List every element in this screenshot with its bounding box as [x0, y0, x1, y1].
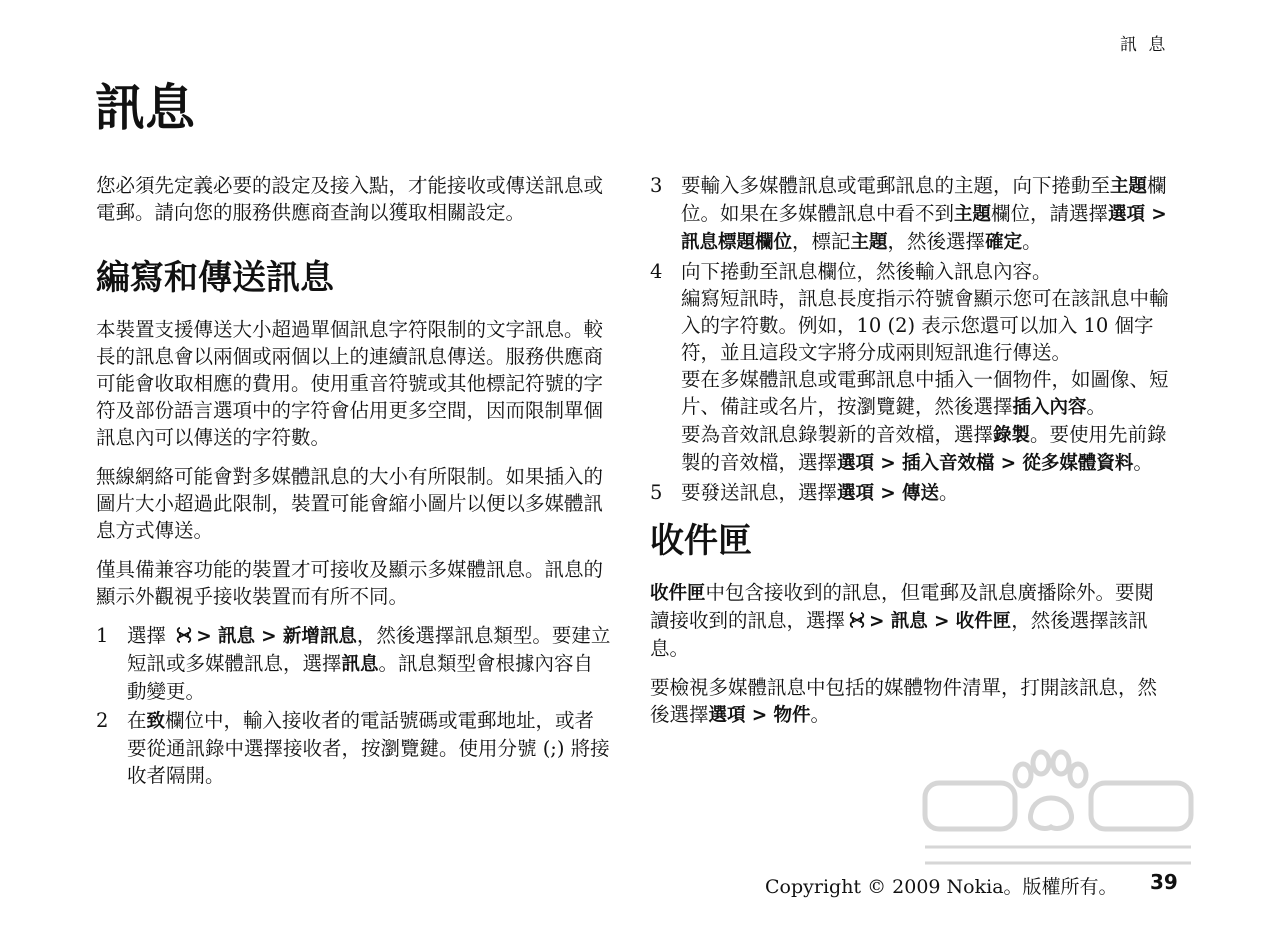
- list-item: [96, 622, 611, 705]
- step-number: 4: [650, 260, 663, 283]
- step-text: [127, 707, 611, 789]
- menu-separator: >: [933, 611, 950, 632]
- menu-separator: >: [880, 483, 896, 504]
- inbox-section: [650, 519, 1170, 729]
- page-number: 39: [1150, 870, 1178, 894]
- text: 要在多媒體訊息或電郵訊息中插入一個物件，如圖像、短片、備註或名片，按瀏覽鍵，然後選擇: [681, 368, 1169, 418]
- paragraph-media-objects: [650, 674, 1170, 729]
- paragraph-mms-size: 無線網絡可能會對多媒體訊息的大小有所限制。如果插入的圖片大小超過此限制，裝置可能會縮小圖片以便以多媒體訊息方式傳送。: [96, 465, 604, 542]
- menu-option-record: 錄製: [993, 425, 1031, 446]
- list-item: [650, 172, 1170, 256]
- list-item: [650, 479, 1170, 507]
- paragraph-compatible-devices: 僅具備兼容功能的裝置才可接收及顯示多媒體訊息。訊息的顯示外觀視乎接收裝置而有所不同。: [96, 558, 604, 608]
- menu-separator: >: [261, 626, 277, 647]
- text: 要發送訊息，選擇: [681, 481, 838, 504]
- left-column: [96, 172, 611, 791]
- menu-path-messaging: 訊息: [890, 611, 928, 632]
- section-heading-compose: 編寫和傳送訊息: [96, 258, 334, 298]
- step-number: 3: [650, 174, 663, 197]
- menu-path-messaging: 訊息: [217, 626, 255, 647]
- page-title: 訊息: [95, 78, 195, 137]
- field-subject: 主題: [954, 204, 992, 225]
- text: 。: [1022, 230, 1042, 253]
- field-subject: 主題: [1110, 176, 1148, 197]
- step-text: [681, 258, 1170, 477]
- text: 選擇: [127, 624, 167, 647]
- paragraph-inbox: [650, 579, 1170, 662]
- menu-option-insert-sound: 插入音效檔: [901, 453, 995, 474]
- step-text: [127, 622, 611, 705]
- step-line: 向下捲動至訊息欄位，然後輸入訊息內容。: [681, 260, 1052, 283]
- menu-option-from-gallery: 從多媒體資料: [1022, 453, 1134, 474]
- text: 要為音效訊息錄製新的音效檔，選擇: [681, 423, 994, 446]
- text: ，然後選擇訊息類型。要建立短訊或多媒體訊息，選擇: [127, 624, 611, 675]
- text: ，然後選擇: [887, 230, 986, 253]
- step-sub-paragraph: [681, 421, 1170, 477]
- menu-separator: >: [751, 705, 768, 726]
- step-text: [681, 479, 1170, 507]
- text: 。要使用先前錄製的音效檔，選擇: [681, 423, 1167, 474]
- text: 欄位。如果在多媒體訊息中看不到: [681, 174, 1167, 225]
- text: 中包含接收到的訊息，但電郵及訊息廣播除外。要閱讀接收到的訊息，選擇: [650, 581, 1155, 632]
- step-number: 5: [650, 481, 663, 504]
- step-sub-paragraph: 編寫短訊時，訊息長度指示符號會顯示您可在該訊息中輸入的字符數。例如，10 (2) 表示您還可以加入 10 個字符，並且這段文字將分成兩則短訊進行傳送。: [681, 287, 1169, 364]
- menu-path-inbox: 收件匣: [955, 611, 1012, 632]
- step-number: 1: [96, 624, 109, 647]
- baidu-paw-watermark: [905, 735, 1205, 875]
- list-item: [650, 258, 1170, 477]
- steps-list-left: [96, 622, 611, 789]
- text: 。訊息類型會根據內容自動變更。: [127, 652, 594, 703]
- intro-paragraph: 您必須先定義必要的設定及接入點，才能接收或傳送訊息或電郵。請向您的服務供應商查詢以獲取相關設定。: [96, 174, 604, 224]
- menu-option-send: 傳送: [901, 483, 939, 504]
- text: ，然後選擇該訊息。: [650, 609, 1148, 660]
- menu-path-new-message: 新增訊息: [282, 626, 357, 647]
- menu-separator: >: [869, 611, 885, 632]
- menu-key-icon: [847, 610, 867, 630]
- menu-option-options: 選項: [837, 483, 875, 504]
- section-heading-inbox: 收件匣: [650, 521, 752, 561]
- footer-copyright: Copyright © 2009 Nokia。版權所有。: [765, 876, 1118, 898]
- menu-separator: >: [1000, 453, 1017, 474]
- text: 。: [938, 481, 959, 504]
- text: 欄位，請選擇: [991, 202, 1109, 225]
- step-sub-paragraph: [681, 366, 1170, 421]
- menu-option-options: 選項: [837, 453, 875, 474]
- menu-key-icon: [174, 625, 194, 645]
- menu-option-ok: 確定: [985, 232, 1023, 253]
- text: 。: [1133, 451, 1153, 474]
- menu-separator: >: [196, 626, 212, 647]
- menu-option-message: 訊息: [341, 654, 379, 675]
- text: 要檢視多媒體訊息中包括的媒體物件清單，打開該訊息，然後選擇: [650, 676, 1158, 726]
- term-inbox: 收件匣: [650, 583, 706, 604]
- field-subject: 主題: [850, 232, 888, 253]
- step-text: [681, 172, 1170, 256]
- menu-option-header-fields: 訊息標題欄位: [681, 232, 793, 253]
- step-number: 2: [96, 709, 109, 732]
- running-header: 訊 息: [1120, 35, 1169, 55]
- text: 欄位中，輸入接收者的電話號碼或電郵地址，或者要從通訊錄中選擇接收者，按瀏覽鍵。使用分號 (;) 將接收者隔開。: [127, 709, 610, 787]
- steps-list-right: [650, 172, 1170, 507]
- text: 要輸入多媒體訊息或電郵訊息的主題，向下捲動至: [681, 174, 1111, 197]
- list-item: [96, 707, 611, 789]
- menu-option-insert-content: 插入內容: [1012, 397, 1087, 418]
- menu-option-options: 選項: [1108, 204, 1146, 225]
- text: 。: [1086, 395, 1107, 418]
- menu-separator: >: [1151, 204, 1167, 225]
- field-to: 致: [146, 711, 166, 732]
- menu-separator: >: [880, 453, 896, 474]
- text: ，標記: [792, 230, 851, 253]
- text: 在: [127, 709, 147, 732]
- right-column: [650, 172, 1170, 741]
- menu-option-options: 選項: [708, 705, 746, 726]
- paragraph-long-messages: 本裝置支援傳送大小超過單個訊息字符限制的文字訊息。較長的訊息會以兩個或兩個以上的連續訊息傳送。服務供應商可能會收取相應的費用。使用重音符號或其他標記符號的字符及部份語言選項中的字符會佔用更多空間，因而限制單個訊息內可以傳送的字符數。: [96, 318, 604, 449]
- text: 。: [810, 703, 830, 726]
- menu-option-objects: 物件: [773, 705, 811, 726]
